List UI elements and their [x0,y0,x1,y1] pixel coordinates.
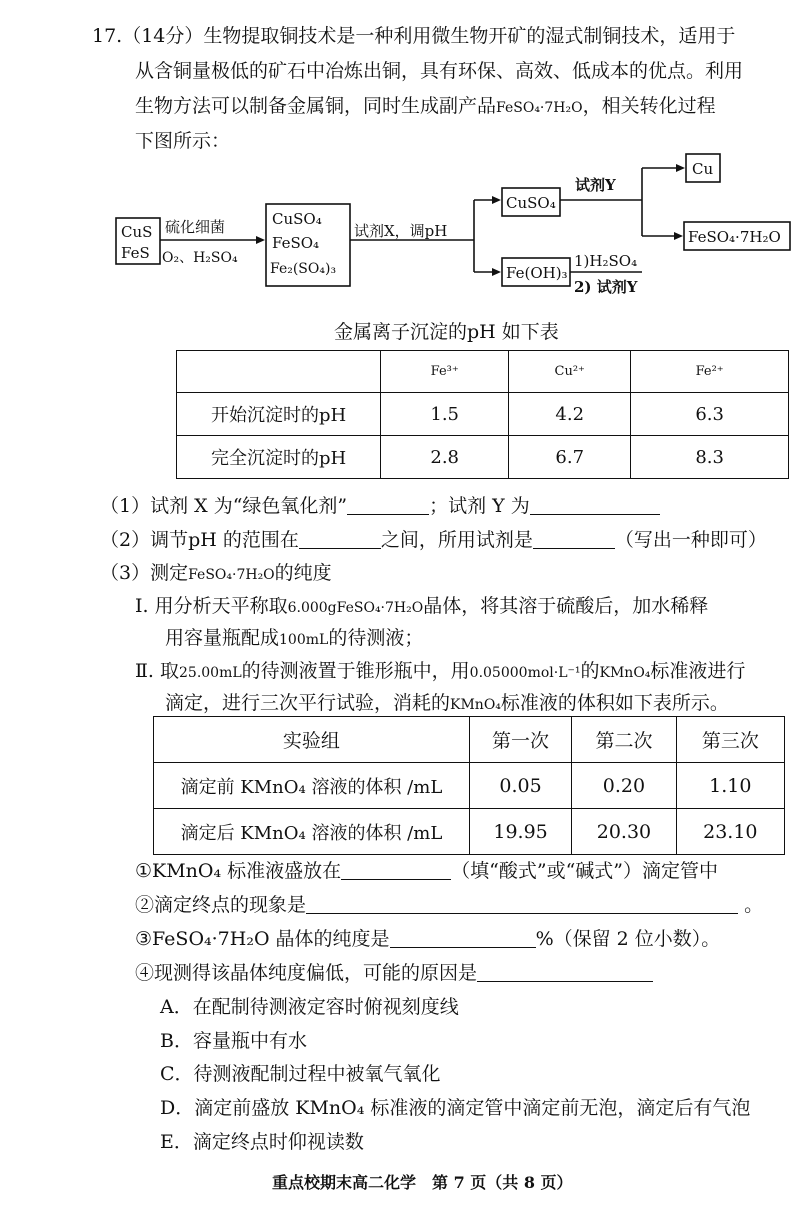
header-cu2: Cu²⁺ [509,351,631,393]
item-3: ③FeSO₄·7H₂O 晶体的纯度是 %（保留 2 位小数）。 [135,928,721,950]
question-stem-line-3: 生物方法可以制备金属铜，同时生成副产品FeSO₄·7H₂O，相关转化过程 [135,95,716,117]
subquestion-1: （1）试剂 X 为“绿色氧化剂” ；试剂 Y 为 [100,494,660,518]
answer-blank[interactable] [299,530,381,549]
header-fe2: Fe²⁺ [631,351,789,393]
cu-label: Cu [692,160,714,178]
answer-blank[interactable] [530,496,660,515]
item-1: ①KMnO₄ 标准液盛放在 （填“酸式”或“碱式”）滴定管中 [135,860,719,882]
answer-blank[interactable] [306,895,738,914]
header-fe3: Fe³⁺ [381,351,509,393]
reagent-x-label: 试剂X，调pH [354,222,448,240]
answer-blank[interactable] [477,963,653,982]
page-footer: 重点校期末高二化学 第 7 页（共 8 页） [272,1173,573,1192]
question-points: （14分） [122,25,204,47]
flow-diagram [0,150,800,300]
cuso4-label: CuSO₄ [506,194,556,212]
subquestion-3-title: （3）测定FeSO₄·7H₂O的纯度 [100,562,332,584]
question-stem-line-1: 17.（14分）生物提取铜技术是一种利用微生物开矿的湿式制铜技术，适用于 [92,25,736,47]
option-a[interactable]: A．在配制待测液定容时俯视刻度线 [160,996,459,1018]
step-h2so4: 1)H₂SO₄ [574,252,638,270]
step-1-line-1: I. 用分析天平称取6.000gFeSO₄·7H₂O晶体，将其溶于硫酸后，加水稀释 [135,595,709,617]
product-label: FeSO₄·7H₂O [688,228,781,246]
mix-feso4: FeSO₄ [272,234,320,252]
answer-blank[interactable] [390,929,536,948]
ore-fes: FeS [121,244,150,262]
ore-cus: CuS [121,223,153,241]
table-row: 滴定后 KMnO₄ 溶液的体积 /mL 19.95 20.30 23.10 [154,809,785,855]
feoh3-label: Fe(OH)₃ [506,264,568,282]
step-2-line-1: Ⅱ. 取25.00mL的待测液置于锥形瓶中，用0.05000mol·L⁻¹的KMnO₄标准液进行 [135,660,746,682]
option-d[interactable]: D．滴定前盛放 KMnO₄ 标准液的滴定管中滴定前无泡，滴定后有气泡 [160,1097,751,1119]
titration-table: 实验组 第一次 第二次 第三次 滴定前 KMnO₄ 溶液的体积 /mL 0.05 0.20 1.10 滴定后 KMnO₄ 溶液的体积 /mL 19.95 20.30 23.10 [153,716,785,855]
item-4: ④现测得该晶体纯度偏低，可能的原因是 [135,961,653,985]
bacteria-label: 硫化细菌 [165,218,226,236]
answer-blank[interactable] [533,530,615,549]
mix-cuso4: CuSO₄ [272,210,322,228]
reagents-label: O₂、H₂SO₄ [162,250,238,266]
ph-table [176,350,789,479]
table-row: 滴定前 KMnO₄ 溶液的体积 /mL 0.05 0.20 1.10 [154,763,785,809]
step-reagent-y: 2) 试剂Y [574,278,638,296]
subquestion-2: （2）调节pH 的范围在 之间，所用试剂是 （写出一种即可） [100,529,767,551]
option-e[interactable]: E．滴定终点时仰视读数 [160,1131,364,1153]
step-1-line-2: 用容量瓶配成100mL的待测液； [165,627,424,649]
question-number: 17. [92,25,123,47]
answer-blank[interactable] [341,861,451,880]
reagent-y-top: 试剂Y [575,176,616,194]
ph-table-caption: 金属离子沉淀的pH 如下表 [334,321,559,343]
table-row: 开始沉淀时的pH 1.5 4.2 6.3 [177,393,789,436]
item-2: ②滴定终点的现象是 。 [135,894,764,916]
table-row: 完全沉淀时的pH 2.8 6.7 8.3 [177,436,789,479]
option-b[interactable]: B．容量瓶中有水 [160,1030,307,1052]
step-2-line-2: 滴定，进行三次平行试验，消耗的KMnO₄标准液的体积如下表所示。 [165,692,729,714]
question-stem-line-4: 下图所示： [135,130,231,152]
question-stem-line-2: 从含铜量极低的矿石中冶炼出铜，具有环保、高效、低成本的优点。利用 [135,60,744,82]
answer-blank[interactable] [347,496,429,515]
mix-fe2so43: Fe₂(SO₄)₃ [270,261,337,277]
option-c[interactable]: C．待测液配制过程中被氧气氧化 [160,1063,441,1085]
